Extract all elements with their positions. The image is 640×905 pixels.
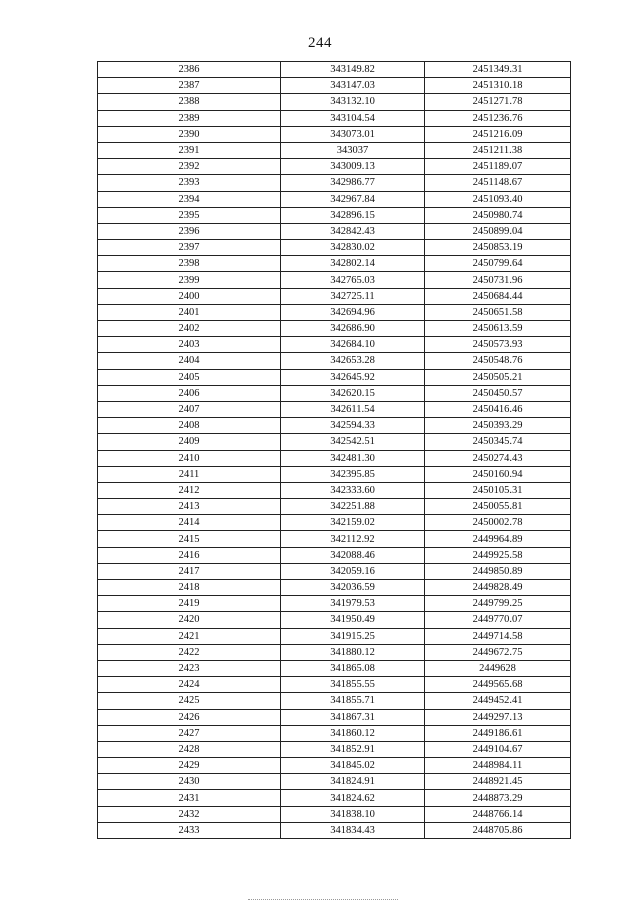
y-coordinate-cell: 2450980.74 xyxy=(425,207,571,223)
table-row xyxy=(98,418,571,434)
point-number-cell: 2411 xyxy=(98,466,281,482)
point-number-cell: 2409 xyxy=(98,434,281,450)
y-coordinate-cell: 2448873.29 xyxy=(425,790,571,806)
y-coordinate-cell: 2449452.41 xyxy=(425,693,571,709)
x-coordinate-cell: 342251.88 xyxy=(281,499,425,515)
table-row xyxy=(98,142,571,158)
x-coordinate-cell: 342653.28 xyxy=(281,353,425,369)
point-number-cell: 2424 xyxy=(98,677,281,693)
point-number-cell: 2390 xyxy=(98,126,281,142)
y-coordinate-cell: 2451211.38 xyxy=(425,142,571,158)
point-number-cell: 2427 xyxy=(98,725,281,741)
point-number-cell: 2429 xyxy=(98,758,281,774)
x-coordinate-cell: 341852.91 xyxy=(281,741,425,757)
x-coordinate-cell: 341979.53 xyxy=(281,596,425,612)
point-number-cell: 2395 xyxy=(98,207,281,223)
x-coordinate-cell: 343147.03 xyxy=(281,78,425,94)
y-coordinate-cell: 2449104.67 xyxy=(425,741,571,757)
y-coordinate-cell: 2449565.68 xyxy=(425,677,571,693)
table-row xyxy=(98,450,571,466)
y-coordinate-cell: 2451310.18 xyxy=(425,78,571,94)
table-row xyxy=(98,580,571,596)
point-number-cell: 2421 xyxy=(98,628,281,644)
x-coordinate-cell: 342842.43 xyxy=(281,223,425,239)
x-coordinate-cell: 343104.54 xyxy=(281,110,425,126)
x-coordinate-cell: 342036.59 xyxy=(281,580,425,596)
table-row xyxy=(98,110,571,126)
point-number-cell: 2428 xyxy=(98,741,281,757)
table-row xyxy=(98,288,571,304)
table-row xyxy=(98,693,571,709)
x-coordinate-cell: 342611.54 xyxy=(281,401,425,417)
y-coordinate-cell: 2450799.64 xyxy=(425,256,571,272)
table-row xyxy=(98,223,571,239)
x-coordinate-cell: 342645.92 xyxy=(281,369,425,385)
y-coordinate-cell: 2450853.19 xyxy=(425,240,571,256)
page-number: 244 xyxy=(308,35,332,51)
y-coordinate-cell: 2450684.44 xyxy=(425,288,571,304)
point-number-cell: 2412 xyxy=(98,482,281,498)
table-row xyxy=(98,207,571,223)
table-row xyxy=(98,806,571,822)
x-coordinate-cell: 342686.90 xyxy=(281,321,425,337)
coordinate-table-body xyxy=(98,62,571,839)
x-coordinate-cell: 341950.49 xyxy=(281,612,425,628)
x-coordinate-cell: 342967.84 xyxy=(281,191,425,207)
point-number-cell: 2432 xyxy=(98,806,281,822)
y-coordinate-cell: 2450548.76 xyxy=(425,353,571,369)
point-number-cell: 2422 xyxy=(98,644,281,660)
y-coordinate-cell: 2448921.45 xyxy=(425,774,571,790)
point-number-cell: 2407 xyxy=(98,401,281,417)
table-row xyxy=(98,62,571,78)
table-row xyxy=(98,191,571,207)
table-row xyxy=(98,385,571,401)
y-coordinate-cell: 2449297.13 xyxy=(425,709,571,725)
table-row xyxy=(98,563,571,579)
table-row xyxy=(98,337,571,353)
x-coordinate-cell: 342830.02 xyxy=(281,240,425,256)
point-number-cell: 2419 xyxy=(98,596,281,612)
table-row xyxy=(98,725,571,741)
table-row xyxy=(98,240,571,256)
y-coordinate-cell: 2450105.31 xyxy=(425,482,571,498)
x-coordinate-cell: 341824.62 xyxy=(281,790,425,806)
point-number-cell: 2391 xyxy=(98,142,281,158)
x-coordinate-cell: 342112.92 xyxy=(281,531,425,547)
point-number-cell: 2402 xyxy=(98,321,281,337)
x-coordinate-cell: 342088.46 xyxy=(281,547,425,563)
y-coordinate-cell: 2450055.81 xyxy=(425,499,571,515)
x-coordinate-cell: 342694.96 xyxy=(281,304,425,320)
table-row xyxy=(98,531,571,547)
table-row xyxy=(98,628,571,644)
table-row xyxy=(98,515,571,531)
x-coordinate-cell: 342684.10 xyxy=(281,337,425,353)
point-number-cell: 2396 xyxy=(98,223,281,239)
y-coordinate-cell: 2449628 xyxy=(425,660,571,676)
point-number-cell: 2386 xyxy=(98,62,281,78)
table-row xyxy=(98,499,571,515)
table-row xyxy=(98,758,571,774)
table-row xyxy=(98,822,571,838)
point-number-cell: 2406 xyxy=(98,385,281,401)
x-coordinate-cell: 341845.02 xyxy=(281,758,425,774)
x-coordinate-cell: 342333.60 xyxy=(281,482,425,498)
point-number-cell: 2405 xyxy=(98,369,281,385)
point-number-cell: 2420 xyxy=(98,612,281,628)
y-coordinate-cell: 2451271.78 xyxy=(425,94,571,110)
y-coordinate-cell: 2449964.89 xyxy=(425,531,571,547)
point-number-cell: 2413 xyxy=(98,499,281,515)
point-number-cell: 2416 xyxy=(98,547,281,563)
y-coordinate-cell: 2450274.43 xyxy=(425,450,571,466)
y-coordinate-cell: 2449828.49 xyxy=(425,580,571,596)
footer-scan-mark xyxy=(248,899,398,901)
table-row xyxy=(98,677,571,693)
point-number-cell: 2393 xyxy=(98,175,281,191)
x-coordinate-cell: 342765.03 xyxy=(281,272,425,288)
x-coordinate-cell: 341865.08 xyxy=(281,660,425,676)
point-number-cell: 2389 xyxy=(98,110,281,126)
x-coordinate-cell: 342542.51 xyxy=(281,434,425,450)
y-coordinate-cell: 2450899.04 xyxy=(425,223,571,239)
x-coordinate-cell: 342896.15 xyxy=(281,207,425,223)
table-row xyxy=(98,741,571,757)
y-coordinate-cell: 2449672.75 xyxy=(425,644,571,660)
x-coordinate-cell: 341855.55 xyxy=(281,677,425,693)
table-row xyxy=(98,175,571,191)
point-number-cell: 2430 xyxy=(98,774,281,790)
point-number-cell: 2404 xyxy=(98,353,281,369)
y-coordinate-cell: 2449850.89 xyxy=(425,563,571,579)
y-coordinate-cell: 2448984.11 xyxy=(425,758,571,774)
x-coordinate-cell: 341915.25 xyxy=(281,628,425,644)
y-coordinate-cell: 2450505.21 xyxy=(425,369,571,385)
x-coordinate-cell: 342725.11 xyxy=(281,288,425,304)
y-coordinate-cell: 2450573.93 xyxy=(425,337,571,353)
point-number-cell: 2388 xyxy=(98,94,281,110)
x-coordinate-cell: 343037 xyxy=(281,142,425,158)
point-number-cell: 2387 xyxy=(98,78,281,94)
table-row xyxy=(98,321,571,337)
y-coordinate-cell: 2451148.67 xyxy=(425,175,571,191)
point-number-cell: 2426 xyxy=(98,709,281,725)
point-number-cell: 2401 xyxy=(98,304,281,320)
y-coordinate-cell: 2450731.96 xyxy=(425,272,571,288)
table-row xyxy=(98,612,571,628)
y-coordinate-cell: 2451349.31 xyxy=(425,62,571,78)
table-row xyxy=(98,644,571,660)
x-coordinate-cell: 343132.10 xyxy=(281,94,425,110)
x-coordinate-cell: 341855.71 xyxy=(281,693,425,709)
table-row xyxy=(98,272,571,288)
table-row xyxy=(98,709,571,725)
y-coordinate-cell: 2450002.78 xyxy=(425,515,571,531)
point-number-cell: 2408 xyxy=(98,418,281,434)
y-coordinate-cell: 2449186.61 xyxy=(425,725,571,741)
x-coordinate-cell: 342395.85 xyxy=(281,466,425,482)
y-coordinate-cell: 2450345.74 xyxy=(425,434,571,450)
point-number-cell: 2394 xyxy=(98,191,281,207)
point-number-cell: 2417 xyxy=(98,563,281,579)
x-coordinate-cell: 342620.15 xyxy=(281,385,425,401)
point-number-cell: 2397 xyxy=(98,240,281,256)
point-number-cell: 2403 xyxy=(98,337,281,353)
x-coordinate-cell: 341860.12 xyxy=(281,725,425,741)
point-number-cell: 2415 xyxy=(98,531,281,547)
y-coordinate-cell: 2449770.07 xyxy=(425,612,571,628)
table-row xyxy=(98,94,571,110)
table-row xyxy=(98,369,571,385)
table-row xyxy=(98,256,571,272)
x-coordinate-cell: 341880.12 xyxy=(281,644,425,660)
point-number-cell: 2423 xyxy=(98,660,281,676)
table-row xyxy=(98,660,571,676)
y-coordinate-cell: 2450613.59 xyxy=(425,321,571,337)
point-number-cell: 2399 xyxy=(98,272,281,288)
y-coordinate-cell: 2450160.94 xyxy=(425,466,571,482)
y-coordinate-cell: 2448705.86 xyxy=(425,822,571,838)
point-number-cell: 2418 xyxy=(98,580,281,596)
x-coordinate-cell: 343149.82 xyxy=(281,62,425,78)
y-coordinate-cell: 2450393.29 xyxy=(425,418,571,434)
y-coordinate-cell: 2450651.58 xyxy=(425,304,571,320)
point-number-cell: 2425 xyxy=(98,693,281,709)
y-coordinate-cell: 2450416.46 xyxy=(425,401,571,417)
y-coordinate-cell: 2451216.09 xyxy=(425,126,571,142)
x-coordinate-cell: 341834.43 xyxy=(281,822,425,838)
point-number-cell: 2398 xyxy=(98,256,281,272)
y-coordinate-cell: 2451093.40 xyxy=(425,191,571,207)
point-number-cell: 2400 xyxy=(98,288,281,304)
y-coordinate-cell: 2451189.07 xyxy=(425,159,571,175)
table-row xyxy=(98,547,571,563)
table-row xyxy=(98,466,571,482)
x-coordinate-cell: 342594.33 xyxy=(281,418,425,434)
point-number-cell: 2414 xyxy=(98,515,281,531)
coordinate-table xyxy=(97,61,571,839)
x-coordinate-cell: 341824.91 xyxy=(281,774,425,790)
y-coordinate-cell: 2449925.58 xyxy=(425,547,571,563)
x-coordinate-cell: 342159.02 xyxy=(281,515,425,531)
table-row xyxy=(98,353,571,369)
table-row xyxy=(98,159,571,175)
table-row xyxy=(98,401,571,417)
table-row xyxy=(98,304,571,320)
table-row xyxy=(98,774,571,790)
x-coordinate-cell: 342059.16 xyxy=(281,563,425,579)
y-coordinate-cell: 2449714.58 xyxy=(425,628,571,644)
table-row xyxy=(98,482,571,498)
table-row xyxy=(98,596,571,612)
y-coordinate-cell: 2448766.14 xyxy=(425,806,571,822)
point-number-cell: 2410 xyxy=(98,450,281,466)
x-coordinate-cell: 342986.77 xyxy=(281,175,425,191)
x-coordinate-cell: 343009.13 xyxy=(281,159,425,175)
y-coordinate-cell: 2450450.57 xyxy=(425,385,571,401)
x-coordinate-cell: 342802.14 xyxy=(281,256,425,272)
point-number-cell: 2431 xyxy=(98,790,281,806)
table-row xyxy=(98,790,571,806)
x-coordinate-cell: 341867.31 xyxy=(281,709,425,725)
y-coordinate-cell: 2451236.76 xyxy=(425,110,571,126)
table-row xyxy=(98,126,571,142)
x-coordinate-cell: 341838.10 xyxy=(281,806,425,822)
y-coordinate-cell: 2449799.25 xyxy=(425,596,571,612)
table-row xyxy=(98,78,571,94)
point-number-cell: 2433 xyxy=(98,822,281,838)
x-coordinate-cell: 342481.30 xyxy=(281,450,425,466)
point-number-cell: 2392 xyxy=(98,159,281,175)
table-row xyxy=(98,434,571,450)
x-coordinate-cell: 343073.01 xyxy=(281,126,425,142)
